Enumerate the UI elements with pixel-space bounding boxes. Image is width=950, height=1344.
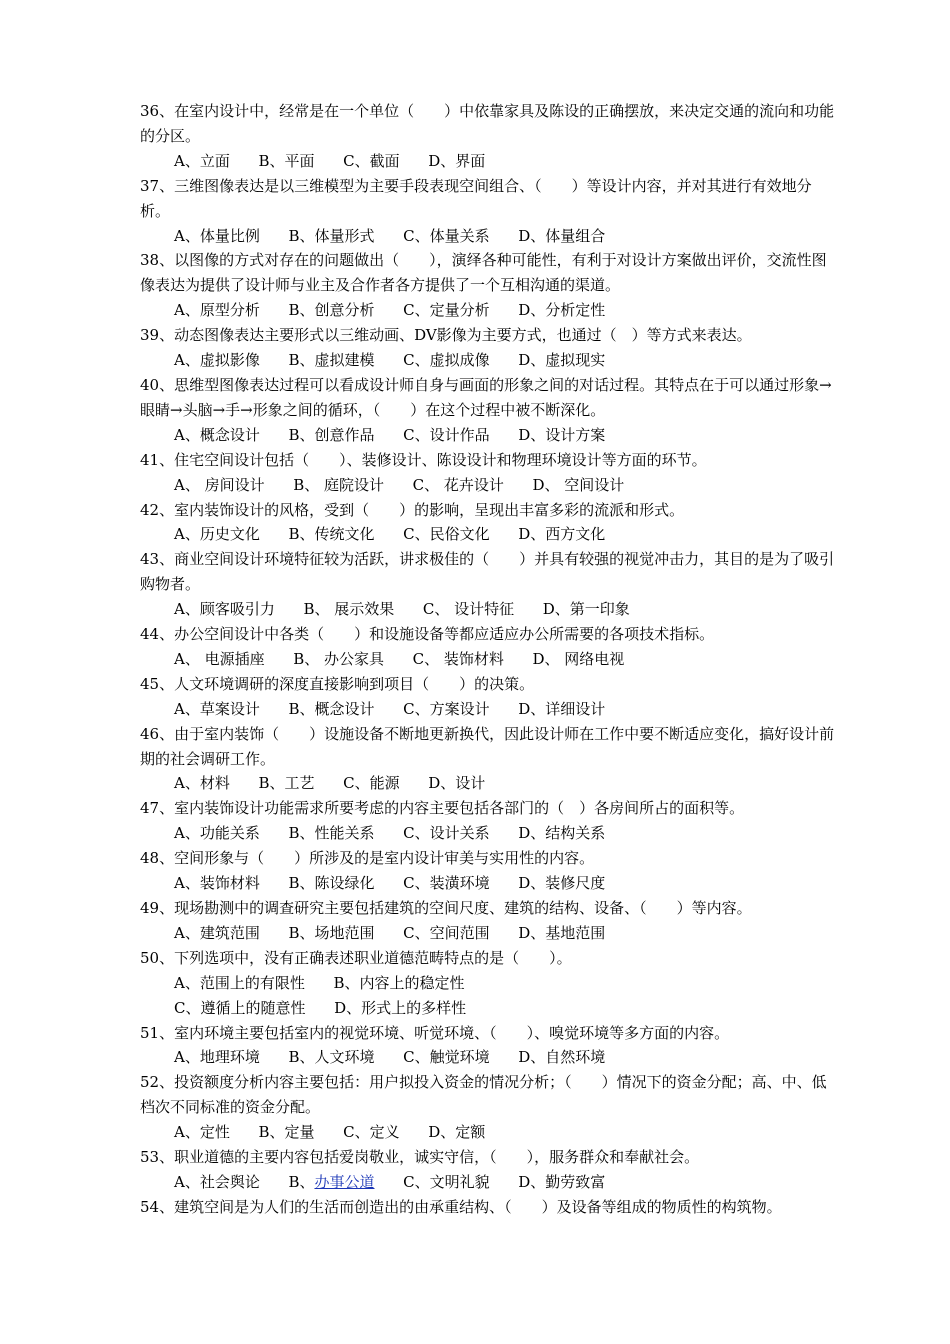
option-c: C、定义	[343, 1123, 400, 1142]
option-b-prefix: B、	[288, 1172, 315, 1191]
options-49	[140, 921, 840, 946]
option-b: B、平面	[258, 151, 315, 170]
option-c: C、 设计特征	[422, 600, 515, 619]
question-53: 53、职业道德的主要内容包括爱岗敬业，诚实守信，（ ），服务群众和奉献社会。	[140, 1148, 700, 1167]
option-d: D、虚拟现实	[518, 351, 606, 370]
question-48: 48、空间形象与（ ）所涉及的是室内设计审美与实用性的内容。	[140, 849, 595, 868]
option-c: C、设计作品	[403, 425, 490, 444]
option-a: A、 电源插座	[174, 649, 265, 668]
option-d: D、界面	[428, 151, 486, 170]
options-36	[140, 149, 840, 174]
options-44	[140, 647, 840, 672]
question-44: 44、办公空间设计中各类（ ）和设施设备等都应适应办公所需要的各项技术指标。	[140, 625, 715, 644]
option-b: B、陈设绿化	[288, 874, 375, 893]
option-b: B、虚拟建模	[288, 351, 375, 370]
question-38: 38、以图像的方式对存在的问题做出（ ），演绎各种可能性，有利于对设计方案做出评价，交流性图像表达为提供了设计师与业主及合作者各方提供了一个互相沟通的渠道。	[140, 251, 827, 295]
question-46: 46、由于室内装饰（ ）设施设备不断地更新换代，因此设计师在工作中要不断适应变化，搞好设计前期的社会调研工作。	[140, 724, 835, 768]
option-b: B、概念设计	[288, 699, 375, 718]
option-a: A、原型分析	[174, 301, 260, 320]
option-a: A、体量比例	[174, 226, 260, 245]
option-d: D、分析定性	[518, 301, 606, 320]
option-b: B、创意分析	[288, 301, 375, 320]
option-c: C、体量关系	[403, 226, 490, 245]
question-47: 47、室内装饰设计功能需求所要考虑的内容主要包括各部门的（ ）各房间所占的面积等。	[140, 799, 745, 818]
option-b: B、人文环境	[288, 1048, 375, 1067]
question-list	[140, 99, 840, 1220]
option-d: D、第一印象	[542, 600, 630, 619]
option-a: A、顾客吸引力	[174, 600, 275, 619]
option-a: A、范围上的有限性	[174, 973, 305, 992]
option-a: A、建筑范围	[174, 923, 260, 942]
question-45: 45、人文环境调研的深度直接影响到项目（ ）的决策。	[140, 674, 535, 693]
options-46	[140, 771, 840, 796]
option-d: D、基地范围	[518, 923, 606, 942]
option-b: B、 办公家具	[293, 649, 385, 668]
option-d: D、设计方案	[518, 425, 606, 444]
option-a: A、虚拟影像	[174, 351, 260, 370]
options-41	[140, 473, 840, 498]
option-b: B、工艺	[258, 774, 315, 793]
option-a: A、地理环境	[174, 1048, 260, 1067]
option-c: C、虚拟成像	[403, 351, 490, 370]
options-40	[140, 423, 840, 448]
option-b-link[interactable]: 办事公道	[314, 1172, 375, 1191]
option-c: C、民俗文化	[403, 525, 490, 544]
options-50-row1	[140, 971, 840, 996]
option-d: D、定额	[428, 1123, 486, 1142]
options-48	[140, 871, 840, 896]
option-c: C、空间范围	[403, 923, 490, 942]
option-b: B、传统文化	[288, 525, 375, 544]
option-c: C、截面	[343, 151, 400, 170]
options-37	[140, 224, 840, 249]
option-a: A、 房间设计	[174, 475, 265, 494]
option-a: A、历史文化	[174, 525, 260, 544]
option-a: A、材料	[174, 774, 230, 793]
option-d: D、设计	[428, 774, 486, 793]
options-52	[140, 1120, 840, 1145]
question-36: 36、在室内设计中，经常是在一个单位（ ）中依靠家具及陈设的正确摆放，来决定交通的流向和功能的分区。	[140, 102, 835, 145]
question-41: 41、住宅空间设计包括（ ）、装修设计、陈设设计和物理环境设计等方面的环节。	[140, 450, 707, 469]
option-b: B、场地范围	[288, 923, 375, 942]
option-c: C、装潢环境	[403, 874, 490, 893]
question-43: 43、商业空间设计环境特征较为活跃，讲求极佳的（ ）并具有较强的视觉冲击力，其目的是为了吸引购物者。	[140, 550, 835, 594]
options-47	[140, 821, 840, 846]
option-d: D、体量组合	[518, 226, 606, 245]
question-54: 54、建筑空间是为人们的生活而创造出的由承重结构、（ ）及设备等组成的物质性的构筑物。	[140, 1197, 782, 1216]
option-b: B、定量	[258, 1123, 315, 1142]
question-51: 51、室内环境主要包括室内的视觉环境、听觉环境、（ ）、嗅觉环境等多方面的内容。	[140, 1023, 730, 1042]
question-50: 50、下列选项中，没有正确表述职业道德范畴特点的是（ ）。	[140, 948, 572, 967]
question-40: 40、思维型图像表达过程可以看成设计师自身与画面的形象之间的对话过程。其特点在于可以通过形象→眼睛→头脑→手→形象之间的循环，（ ）在这个过程中被不断深化。	[140, 375, 832, 419]
question-37: 37、三维图像表达是以三维模型为主要手段表现空间组合、（ ）等设计内容，并对其进行有效地分析。	[140, 176, 812, 220]
option-b: B、 展示效果	[303, 600, 395, 619]
option-c: C、能源	[343, 774, 400, 793]
option-a: A、草案设计	[174, 699, 260, 718]
option-d: D、勤劳致富	[518, 1172, 606, 1191]
option-d: D、 网络电视	[532, 649, 625, 668]
option-d: D、 空间设计	[532, 475, 625, 494]
option-a: A、立面	[174, 151, 230, 170]
option-b: B、内容上的稳定性	[333, 973, 465, 992]
option-d: D、装修尺度	[518, 874, 606, 893]
options-43	[140, 597, 840, 622]
question-39: 39、动态图像表达主要形式以三维动画、DV影像为主要方式，也通过（ ）等方式来表达。	[140, 326, 752, 345]
option-a: A、社会舆论	[174, 1172, 260, 1191]
option-c: C、触觉环境	[403, 1048, 490, 1067]
option-d: D、西方文化	[518, 525, 606, 544]
option-b: B、体量形式	[288, 226, 375, 245]
option-c: C、 花卉设计	[412, 475, 504, 494]
options-50-row2	[140, 996, 840, 1021]
option-b: B、 庭院设计	[293, 475, 385, 494]
option-b: B、性能关系	[288, 824, 375, 843]
option-a: A、功能关系	[174, 824, 260, 843]
option-c: C、 装饰材料	[412, 649, 504, 668]
option-b	[288, 1170, 374, 1195]
option-a: A、装饰材料	[174, 874, 260, 893]
question-42: 42、室内装饰设计的风格，受到（ ）的影响，呈现出丰富多彩的流派和形式。	[140, 500, 685, 519]
question-49: 49、现场勘测中的调查研究主要包括建筑的空间尺度、建筑的结构、设备、（ ）等内容。	[140, 899, 752, 917]
option-d: D、自然环境	[518, 1048, 606, 1067]
option-c: C、定量分析	[403, 301, 490, 320]
option-c: C、遵循上的随意性	[174, 998, 306, 1017]
options-38	[140, 298, 840, 323]
options-51	[140, 1045, 840, 1070]
options-45	[140, 697, 840, 722]
option-b: B、创意作品	[288, 425, 375, 444]
option-c: C、设计关系	[403, 824, 490, 843]
question-52: 52、投资额度分析内容主要包括：用户拟投入资金的情况分析；（ ）情况下的资金分配；高、中、低档次不同标准的资金分配。	[140, 1073, 827, 1117]
options-42	[140, 522, 840, 547]
option-d: D、详细设计	[518, 699, 606, 718]
option-d: D、形式上的多样性	[334, 998, 467, 1017]
option-d: D、结构关系	[518, 824, 606, 843]
option-c: C、文明礼貌	[403, 1172, 490, 1191]
options-53	[140, 1170, 840, 1195]
option-a: A、概念设计	[174, 425, 260, 444]
option-c: C、方案设计	[403, 699, 490, 718]
option-a: A、定性	[174, 1123, 230, 1142]
options-39	[140, 348, 840, 373]
